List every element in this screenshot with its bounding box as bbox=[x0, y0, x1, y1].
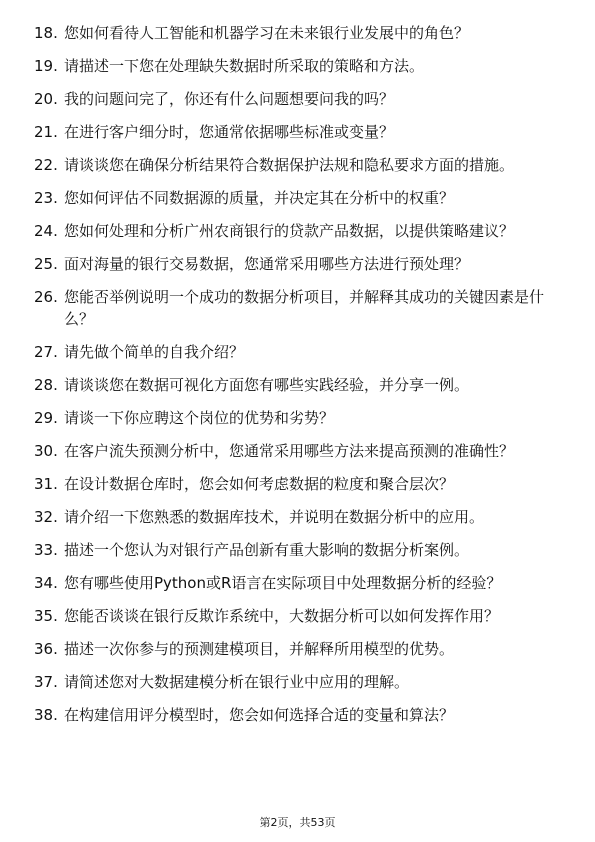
question-number: 26. bbox=[34, 288, 58, 306]
list-item bbox=[34, 286, 564, 330]
question-text: 我的问题问完了，你还有什么问题想要问我的吗？ bbox=[64, 90, 395, 108]
question-number: 20. bbox=[34, 90, 58, 108]
question-number: 23. bbox=[34, 189, 58, 207]
list-item bbox=[34, 55, 564, 77]
question-text: 面对海量的银行交易数据，您通常采用哪些方法进行预处理？ bbox=[64, 255, 470, 273]
question-text: 请描述一下您在处理缺失数据时所采取的策略和方法。 bbox=[64, 57, 425, 75]
question-text: 请先做个简单的自我介绍？ bbox=[64, 343, 245, 361]
question-text: 请介绍一下您熟悉的数据库技术，并说明在数据分析中的应用。 bbox=[64, 508, 485, 526]
list-item bbox=[34, 704, 564, 726]
list-item bbox=[34, 572, 564, 594]
list-item bbox=[34, 88, 564, 110]
question-number: 30. bbox=[34, 442, 58, 460]
question-text: 请谈谈您在数据可视化方面您有哪些实践经验，并分享一例。 bbox=[64, 376, 470, 394]
question-text: 描述一次你参与的预测建模项目，并解释所用模型的优势。 bbox=[64, 640, 455, 658]
list-item bbox=[34, 374, 564, 396]
question-text: 您如何看待人工智能和机器学习在未来银行业发展中的角色？ bbox=[64, 24, 470, 42]
question-text: 请简述您对大数据建模分析在银行业中应用的理解。 bbox=[64, 673, 410, 691]
question-number: 32. bbox=[34, 508, 58, 526]
question-text: 您有哪些使用Python或R语言在实际项目中处理数据分析的经验？ bbox=[64, 574, 502, 592]
list-item bbox=[34, 253, 564, 275]
list-item bbox=[34, 121, 564, 143]
question-text: 描述一个您认为对银行产品创新有重大影响的数据分析案例。 bbox=[64, 541, 470, 559]
question-text: 在客户流失预测分析中，您通常采用哪些方法来提高预测的准确性？ bbox=[64, 442, 515, 460]
question-number: 34. bbox=[34, 574, 58, 592]
question-number: 28. bbox=[34, 376, 58, 394]
question-text: 在构建信用评分模型时，您会如何选择合适的变量和算法？ bbox=[64, 706, 455, 724]
question-number: 31. bbox=[34, 475, 58, 493]
list-item bbox=[34, 154, 564, 176]
list-item bbox=[34, 407, 564, 429]
question-text: 您能否举例说明一个成功的数据分析项目，并解释其成功的关键因素是什么？ bbox=[64, 288, 545, 328]
question-list bbox=[34, 22, 564, 737]
list-item bbox=[34, 187, 564, 209]
question-text: 在设计数据仓库时，您会如何考虑数据的粒度和聚合层次？ bbox=[64, 475, 455, 493]
question-text: 您如何评估不同数据源的质量，并决定其在分析中的权重？ bbox=[64, 189, 455, 207]
list-item bbox=[34, 539, 564, 561]
list-item bbox=[34, 22, 564, 44]
question-number: 19. bbox=[34, 57, 58, 75]
list-item bbox=[34, 506, 564, 528]
list-item bbox=[34, 440, 564, 462]
question-text: 在进行客户细分时，您通常依据哪些标准或变量？ bbox=[64, 123, 395, 141]
question-number: 33. bbox=[34, 541, 58, 559]
question-number: 18. bbox=[34, 24, 58, 42]
question-number: 38. bbox=[34, 706, 58, 724]
question-text: 请谈谈您在确保分析结果符合数据保护法规和隐私要求方面的措施。 bbox=[64, 156, 515, 174]
question-number: 35. bbox=[34, 607, 58, 625]
list-item bbox=[34, 341, 564, 363]
list-item bbox=[34, 220, 564, 242]
list-item bbox=[34, 638, 564, 660]
question-number: 21. bbox=[34, 123, 58, 141]
question-number: 36. bbox=[34, 640, 58, 658]
page-number-footer: 第2页，共53页 bbox=[259, 816, 336, 829]
question-number: 37. bbox=[34, 673, 58, 691]
list-item bbox=[34, 605, 564, 627]
question-number: 22. bbox=[34, 156, 58, 174]
question-text: 请谈一下你应聘这个岗位的优势和劣势？ bbox=[64, 409, 335, 427]
question-text: 您如何处理和分析广州农商银行的贷款产品数据，以提供策略建议？ bbox=[64, 222, 515, 240]
list-item bbox=[34, 473, 564, 495]
question-number: 25. bbox=[34, 255, 58, 273]
question-text: 您能否谈谈在银行反欺诈系统中，大数据分析可以如何发挥作用？ bbox=[64, 607, 500, 625]
question-number: 29. bbox=[34, 409, 58, 427]
question-number: 24. bbox=[34, 222, 58, 240]
list-item bbox=[34, 671, 564, 693]
question-number: 27. bbox=[34, 343, 58, 361]
